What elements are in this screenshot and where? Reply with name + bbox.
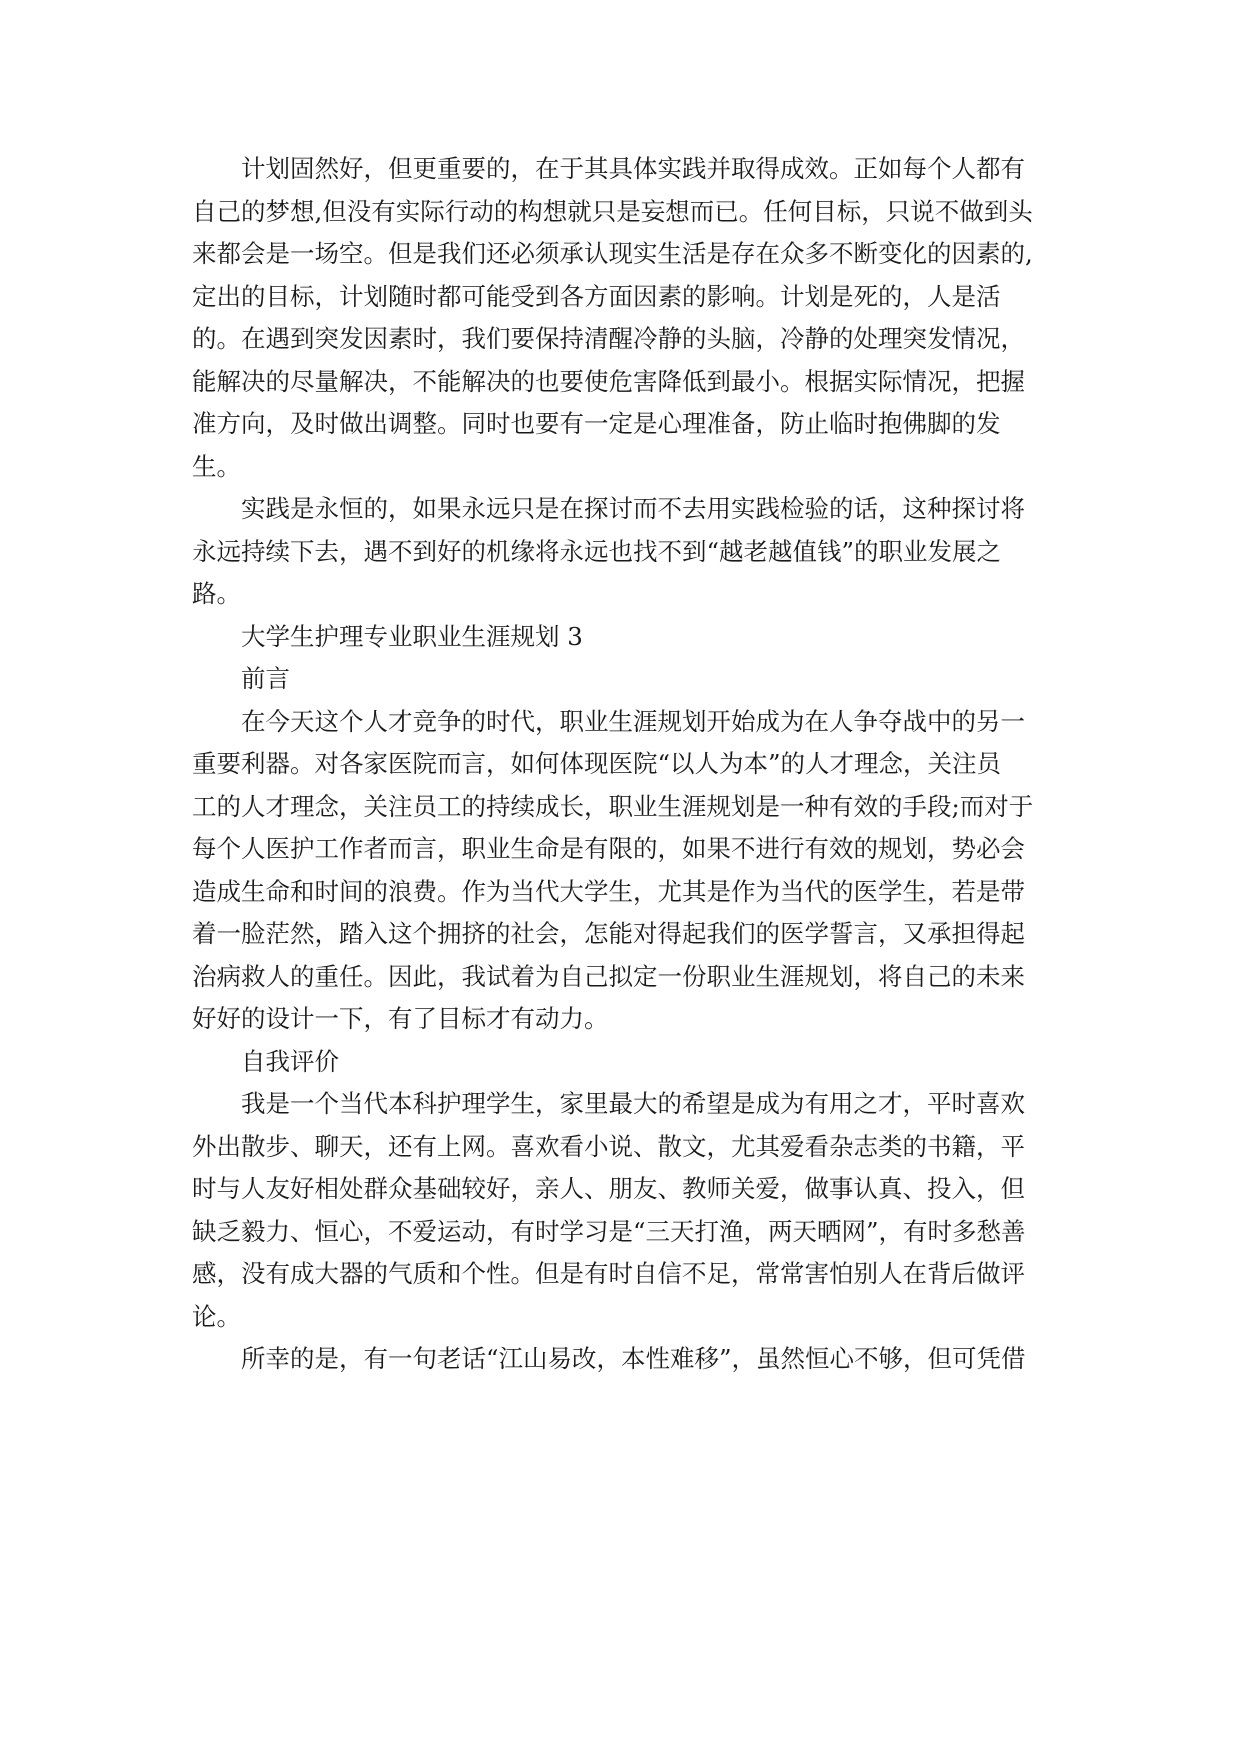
text-line: 实践是永恒的，如果永远只是在探讨而不去用实践检验的话，这种探讨将	[241, 494, 1025, 523]
text-line: 重要利器。对各家医院而言，如何体现医院“以人为本”的人才理念，关注员	[192, 749, 1002, 778]
section-title	[192, 616, 1054, 659]
text-line: 感，没有成大器的气质和个性。但是有时自信不足，常常害怕别人在背后做评	[192, 1259, 1025, 1288]
text-line: 来都会是一场空。但是我们还必须承认现实生活是存在众多不断变化的因素的,	[192, 239, 1033, 268]
paragraph-practice-eternal	[192, 488, 1054, 616]
text-line: 能解决的尽量解决，不能解决的也要使危害降低到最小。根据实际情况，把握	[192, 366, 1025, 396]
self-evaluation-heading	[192, 1041, 1054, 1084]
text-line: 计划固然好，但更重要的，在于其具体实践并取得成效。正如每个人都有	[241, 154, 1025, 183]
preface-heading	[192, 658, 1054, 701]
paragraph-self-evaluation	[192, 1083, 1054, 1338]
text-line: 好好的设计一下，有了目标才有动力。	[192, 1004, 609, 1033]
text-line: 工的人才理念，关注员工的持续成长，职业生涯规划是一种有效的手段;而对于	[192, 791, 1034, 821]
paragraph-fortunately	[192, 1338, 1054, 1381]
text-line: 着一脸茫然，踏入这个拥挤的社会，怎能对得起我们的医学誓言，又承担得起	[192, 919, 1025, 948]
text-line: 永远持续下去，遇不到好的机缘将永远也找不到“越老越值钱”的职业发展之	[192, 536, 1002, 566]
paragraph-plan-practice	[192, 148, 1054, 488]
text-line: 论。	[192, 1301, 241, 1331]
text-line: 在今天这个人才竞争的时代，职业生涯规划开始成为在人争夺战中的另一	[241, 706, 1025, 736]
text-line: 的。在遇到突发因素时，我们要保持清醒冷静的头脑，冷静的处理突发情况，	[192, 324, 1025, 353]
text-line: 路。	[192, 579, 241, 608]
self-evaluation-heading-text: 自我评价	[241, 1046, 339, 1076]
text-line: 外出散步、聊天，还有上网。喜欢看小说、散文，尤其爱看杂志类的书籍，平	[192, 1131, 1025, 1161]
text-line: 造成生命和时间的浪费。作为当代大学生，尤其是作为当代的医学生，若是带	[192, 876, 1025, 906]
text-line: 所幸的是，有一句老话“江山易改，本性难移”，虽然恒心不够，但可凭借	[241, 1344, 1026, 1373]
text-line: 生。	[192, 451, 241, 481]
text-line: 定出的目标，计划随时都可能受到各方面因素的影响。计划是死的，人是活	[192, 281, 1001, 311]
document-body	[192, 148, 1054, 1381]
text-line: 准方向，及时做出调整。同时也要有一定是心理准备，防止临时抱佛脚的发	[192, 409, 1001, 438]
text-line: 自己的梦想,但没有实际行动的构想就只是妄想而已。任何目标，只说不做到头	[192, 196, 1033, 226]
paragraph-preface	[192, 701, 1054, 1041]
text-line: 每个人医护工作者而言，职业生命是有限的，如果不进行有效的规划，势必会	[192, 834, 1025, 863]
text-line: 缺乏毅力、恒心，不爱运动，有时学习是“三天打渔，两天晒网”，有时多愁善	[192, 1216, 1026, 1246]
preface-heading-text: 前言	[241, 664, 290, 693]
text-line: 时与人友好相处群众基础较好，亲人、朋友、教师关爱，做事认真、投入，但	[192, 1174, 1025, 1203]
section-title-text: 大学生护理专业职业生涯规划 3	[241, 621, 583, 651]
text-line: 我是一个当代本科护理学生，家里最大的希望是成为有用之才，平时喜欢	[241, 1089, 1025, 1118]
text-line: 治病救人的重任。因此，我试着为自己拟定一份职业生涯规划，将自己的未来	[192, 961, 1025, 991]
